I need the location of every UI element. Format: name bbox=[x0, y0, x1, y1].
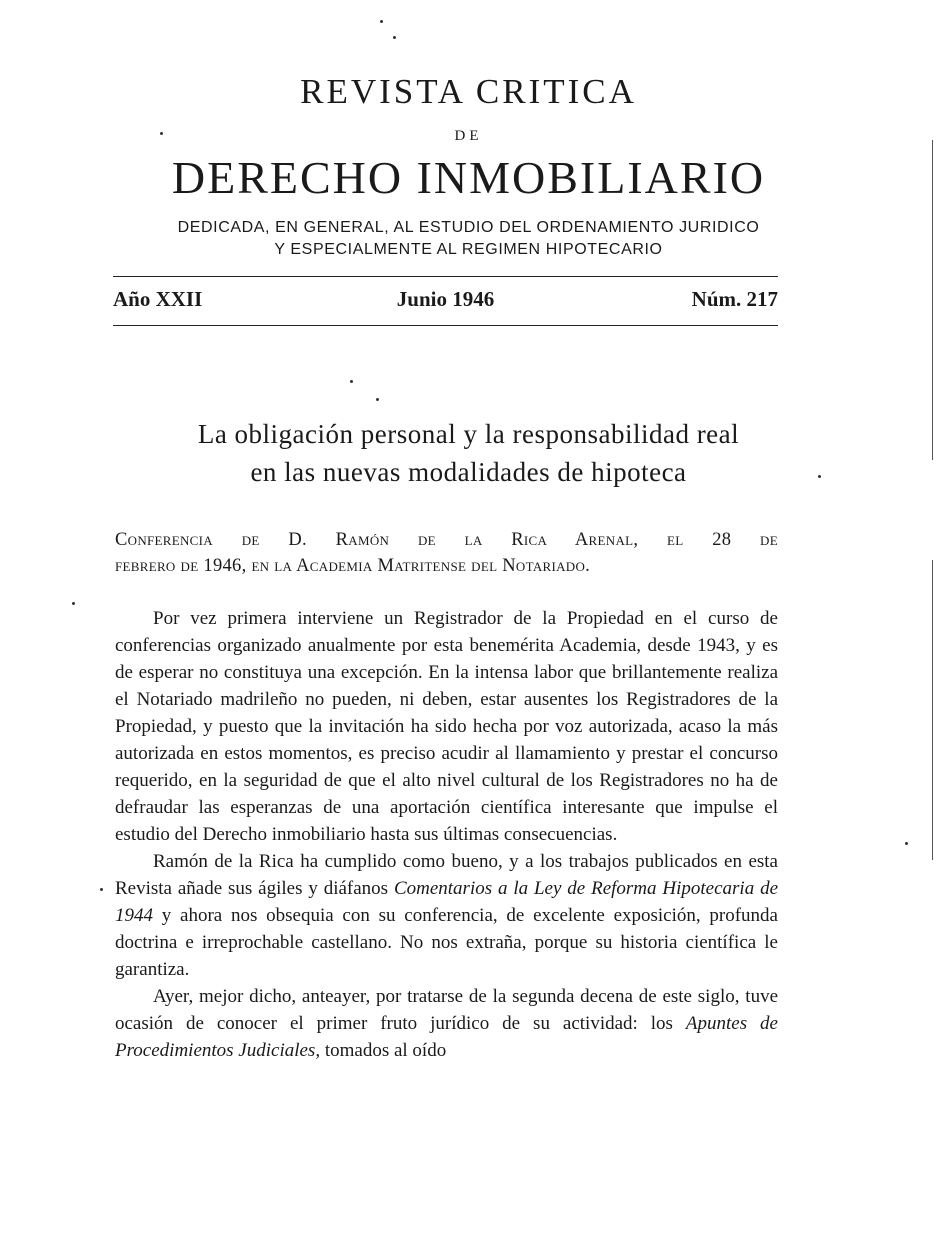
bottom-divider bbox=[113, 325, 778, 326]
paragraph-2 bbox=[115, 848, 778, 983]
masthead-title-line3: DERECHO INMOBILIARIO bbox=[171, 152, 766, 203]
speck bbox=[380, 20, 383, 23]
speck bbox=[350, 380, 353, 383]
masthead-title-line1: REVISTA CRITICA bbox=[300, 72, 637, 111]
speck bbox=[393, 36, 396, 39]
speck bbox=[100, 888, 103, 891]
paragraph-2-text-b: y ahora nos obsequia con su conferencia, de excelente exposición, profunda doctrina e irreprochable castellano. No nos extraña, porque su historia científica le garantiza. bbox=[115, 905, 778, 980]
top-divider bbox=[113, 276, 778, 277]
article-title-line2: en las nuevas modalidades de hipoteca bbox=[250, 457, 687, 487]
paragraph-3-text-b: tomados al oído bbox=[320, 1040, 447, 1061]
conference-note bbox=[115, 527, 778, 579]
article-title-line1: La obligación personal y la responsabilidad real bbox=[197, 419, 740, 449]
conference-note-line1: Conferencia de D. Ramón de la Rica Arenal, el 28 de bbox=[115, 530, 778, 550]
issue-year: Año XXII bbox=[113, 287, 203, 311]
paragraph-3-text-a: Ayer, mejor dicho, anteayer, por tratarse de la segunda decena de este siglo, tuve ocasión de conocer el primer fruto jurídico de su actividad: los bbox=[115, 986, 778, 1034]
speck bbox=[905, 842, 908, 845]
issue-info-row bbox=[113, 287, 778, 317]
paragraph-2-text-a: Ramón de la Rica ha cumplido como bueno, y a los trabajos publicados en esta Revista añade sus ágiles y diáfanos bbox=[115, 851, 778, 899]
masthead-subtitle-line1: DEDICADA, EN GENERAL, AL ESTUDIO DEL ORDENAMIENTO JURIDICO bbox=[177, 219, 760, 236]
issue-date: Junio 1946 bbox=[396, 287, 495, 311]
article-title bbox=[60, 415, 877, 491]
paragraph-1: Por vez primera interviene un Registrador de la Propiedad en el curso de conferencias organizado anualmente por esta benemérita Academia, desde 1943, y es de esperar no constituya una excepción. En la intensa labor que brillantemente realiza el Notariado madrileño no pueden, ni deben, estar ausentes los Registradores de la Propiedad, y puesto que la invitación ha sido hecha por voz autorizada, acaso la más autorizada en estos momentos, es preciso acudir al llamamiento y prestar el concurso requerido, en la seguridad de que el alto nivel cultural de los Registradores no ha de defraudar las esperanzas de una aportación científica interesante que impulse el estudio del Derecho inmobiliario hasta sus últimas consecuencias. bbox=[115, 608, 778, 845]
masthead-title-line2: DE bbox=[454, 128, 483, 144]
speck bbox=[160, 132, 163, 135]
scan-edge-line bbox=[932, 140, 933, 460]
paragraph-3 bbox=[115, 983, 778, 1064]
paragraph-2-italic-title: Comentarios a la Ley de Reforma Hipotecaria de 1944 bbox=[115, 878, 778, 926]
speck bbox=[818, 475, 821, 478]
paragraph-3-italic-title: Apuntes de Procedimientos Judiciales, bbox=[115, 1013, 778, 1061]
speck bbox=[376, 398, 379, 401]
masthead-subtitle-line2: Y ESPECIALMENTE AL REGIMEN HIPOTECARIO bbox=[274, 241, 663, 258]
scan-edge-line bbox=[932, 560, 933, 860]
speck bbox=[72, 602, 75, 605]
issue-number: Núm. 217 bbox=[691, 287, 778, 311]
conference-note-line2: febrero de 1946, en la Academia Matritense del Notariado. bbox=[115, 556, 591, 576]
article-body bbox=[115, 605, 778, 1064]
